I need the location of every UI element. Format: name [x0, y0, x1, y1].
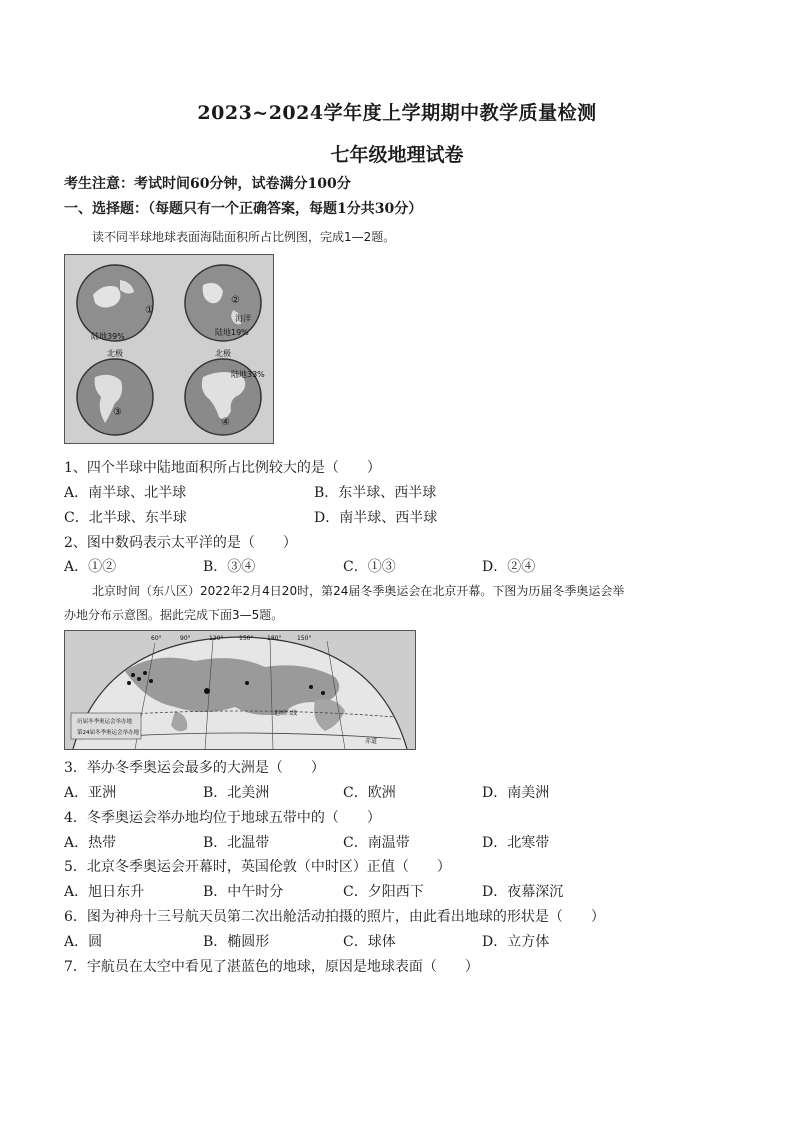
question-6-stem: 6．图为神舟十三号航天员第二次出舱活动拍摄的照片，由此看出地球的形状是（ ）	[64, 909, 605, 925]
exam-subtitle: 七年级地理试卷	[330, 144, 464, 166]
q6-option-d: D．立方体	[482, 934, 550, 950]
q6-option-c: C．球体	[343, 934, 396, 950]
question-7-stem: 7．宇航员在太空中看见了湛蓝色的地球，原因是地球表面（ ）	[64, 959, 479, 975]
q2-option-b: B．③④	[203, 559, 256, 575]
olympics-map-svg	[65, 631, 415, 749]
legend-24th-host: 第24届冬季奥运会举办地	[77, 730, 139, 736]
question-5-stem: 5．北京冬季奥运会开幕时，英国伦敦（中时区）正值（ ）	[64, 859, 451, 875]
exam-notice: 考生注意：考试时间60分钟，试卷满分100分	[64, 176, 351, 192]
q1-option-b: B．东半球、西半球	[314, 485, 437, 501]
question-4-stem: 4．冬季奥运会举办地均位于地球五带中的（ ）	[64, 810, 381, 826]
label-north-pole-1: 北极	[107, 349, 123, 358]
q4-option-a: A．热带	[64, 835, 117, 851]
q5-option-c: C．夕阳西下	[343, 884, 424, 900]
intro-q3-5-line2: 办地分布示意图。据此完成下面3—5题。	[64, 608, 284, 622]
label-circle-1: ①	[145, 305, 154, 316]
q1-option-d: D．南半球、西半球	[314, 510, 438, 526]
label-circle-4: ④	[221, 417, 230, 428]
label-tropic: 北回归线	[273, 710, 298, 717]
q6-option-a: A．圆	[64, 934, 103, 950]
exam-title: 2023~2024学年度上学期期中教学质量检测	[197, 102, 597, 124]
olympics-map-figure	[64, 630, 416, 750]
label-circle-2: ②	[231, 295, 240, 306]
q1-option-a: A．南半球、北半球	[64, 485, 187, 501]
lon-label-90: 90°	[180, 635, 191, 642]
q5-option-a: A．旭日东升	[64, 884, 145, 900]
q2-option-a: A．①②	[64, 559, 117, 575]
section-heading: 一、选择题：（每题只有一个正确答案，每题1分共30分）	[64, 201, 423, 217]
q4-option-d: D．北寒带	[482, 835, 550, 851]
q5-option-b: B．中午时分	[203, 884, 284, 900]
lon-label-120: 120°	[209, 635, 224, 642]
question-2-stem: 2、图中数码表示太平洋的是（ ）	[64, 535, 297, 551]
q2-option-c: C．①③	[343, 559, 396, 575]
q6-option-b: B．椭圆形	[203, 934, 270, 950]
label-ocean: 海洋	[235, 314, 251, 323]
q3-option-b: B．北美洲	[203, 785, 270, 801]
legend-past-hosts: 历届冬季奥运会举办地	[77, 719, 133, 725]
q3-option-c: C．欧洲	[343, 785, 396, 801]
intro-q3-5-line1: 北京时间（东八区）2022年2月4日20时，第24届冬季奥运会在北京开幕。下图为历届冬季奥运会举	[92, 584, 625, 598]
question-3-stem: 3．举办冬季奥运会最多的大洲是（ ）	[64, 760, 325, 776]
q4-option-b: B．北温带	[203, 835, 270, 851]
lon-label-180: 180°	[267, 635, 282, 642]
q1-option-c: C．北半球、东半球	[64, 510, 187, 526]
q4-option-c: C．南温带	[343, 835, 410, 851]
hemispheres-figure	[64, 254, 274, 444]
q2-option-d: D．②④	[482, 559, 536, 575]
lon-label-150: 150°	[239, 635, 254, 642]
lon-label-150w: 150°	[297, 635, 312, 642]
beijing-marker	[204, 688, 210, 694]
hemispheres-svg	[65, 255, 273, 443]
q5-option-d: D．夜幕深沉	[482, 884, 564, 900]
lon-label-60: 60°	[151, 635, 162, 642]
label-equator: 赤道	[365, 738, 378, 745]
label-land-39: 陆地39%	[91, 332, 125, 341]
q3-option-d: D．南美洲	[482, 785, 550, 801]
label-circle-3: ③	[113, 407, 122, 418]
label-land-33: 陆地33%	[231, 370, 265, 379]
q3-option-a: A．亚洲	[64, 785, 117, 801]
question-1-stem: 1、四个半球中陆地面积所占比例较大的是（ ）	[64, 460, 381, 476]
label-north-pole-2: 北极	[215, 349, 231, 358]
label-land-19: 陆地19%	[215, 328, 249, 337]
intro-q1-2: 读不同半球地球表面海陆面积所占比例图，完成1—2题。	[92, 230, 396, 244]
